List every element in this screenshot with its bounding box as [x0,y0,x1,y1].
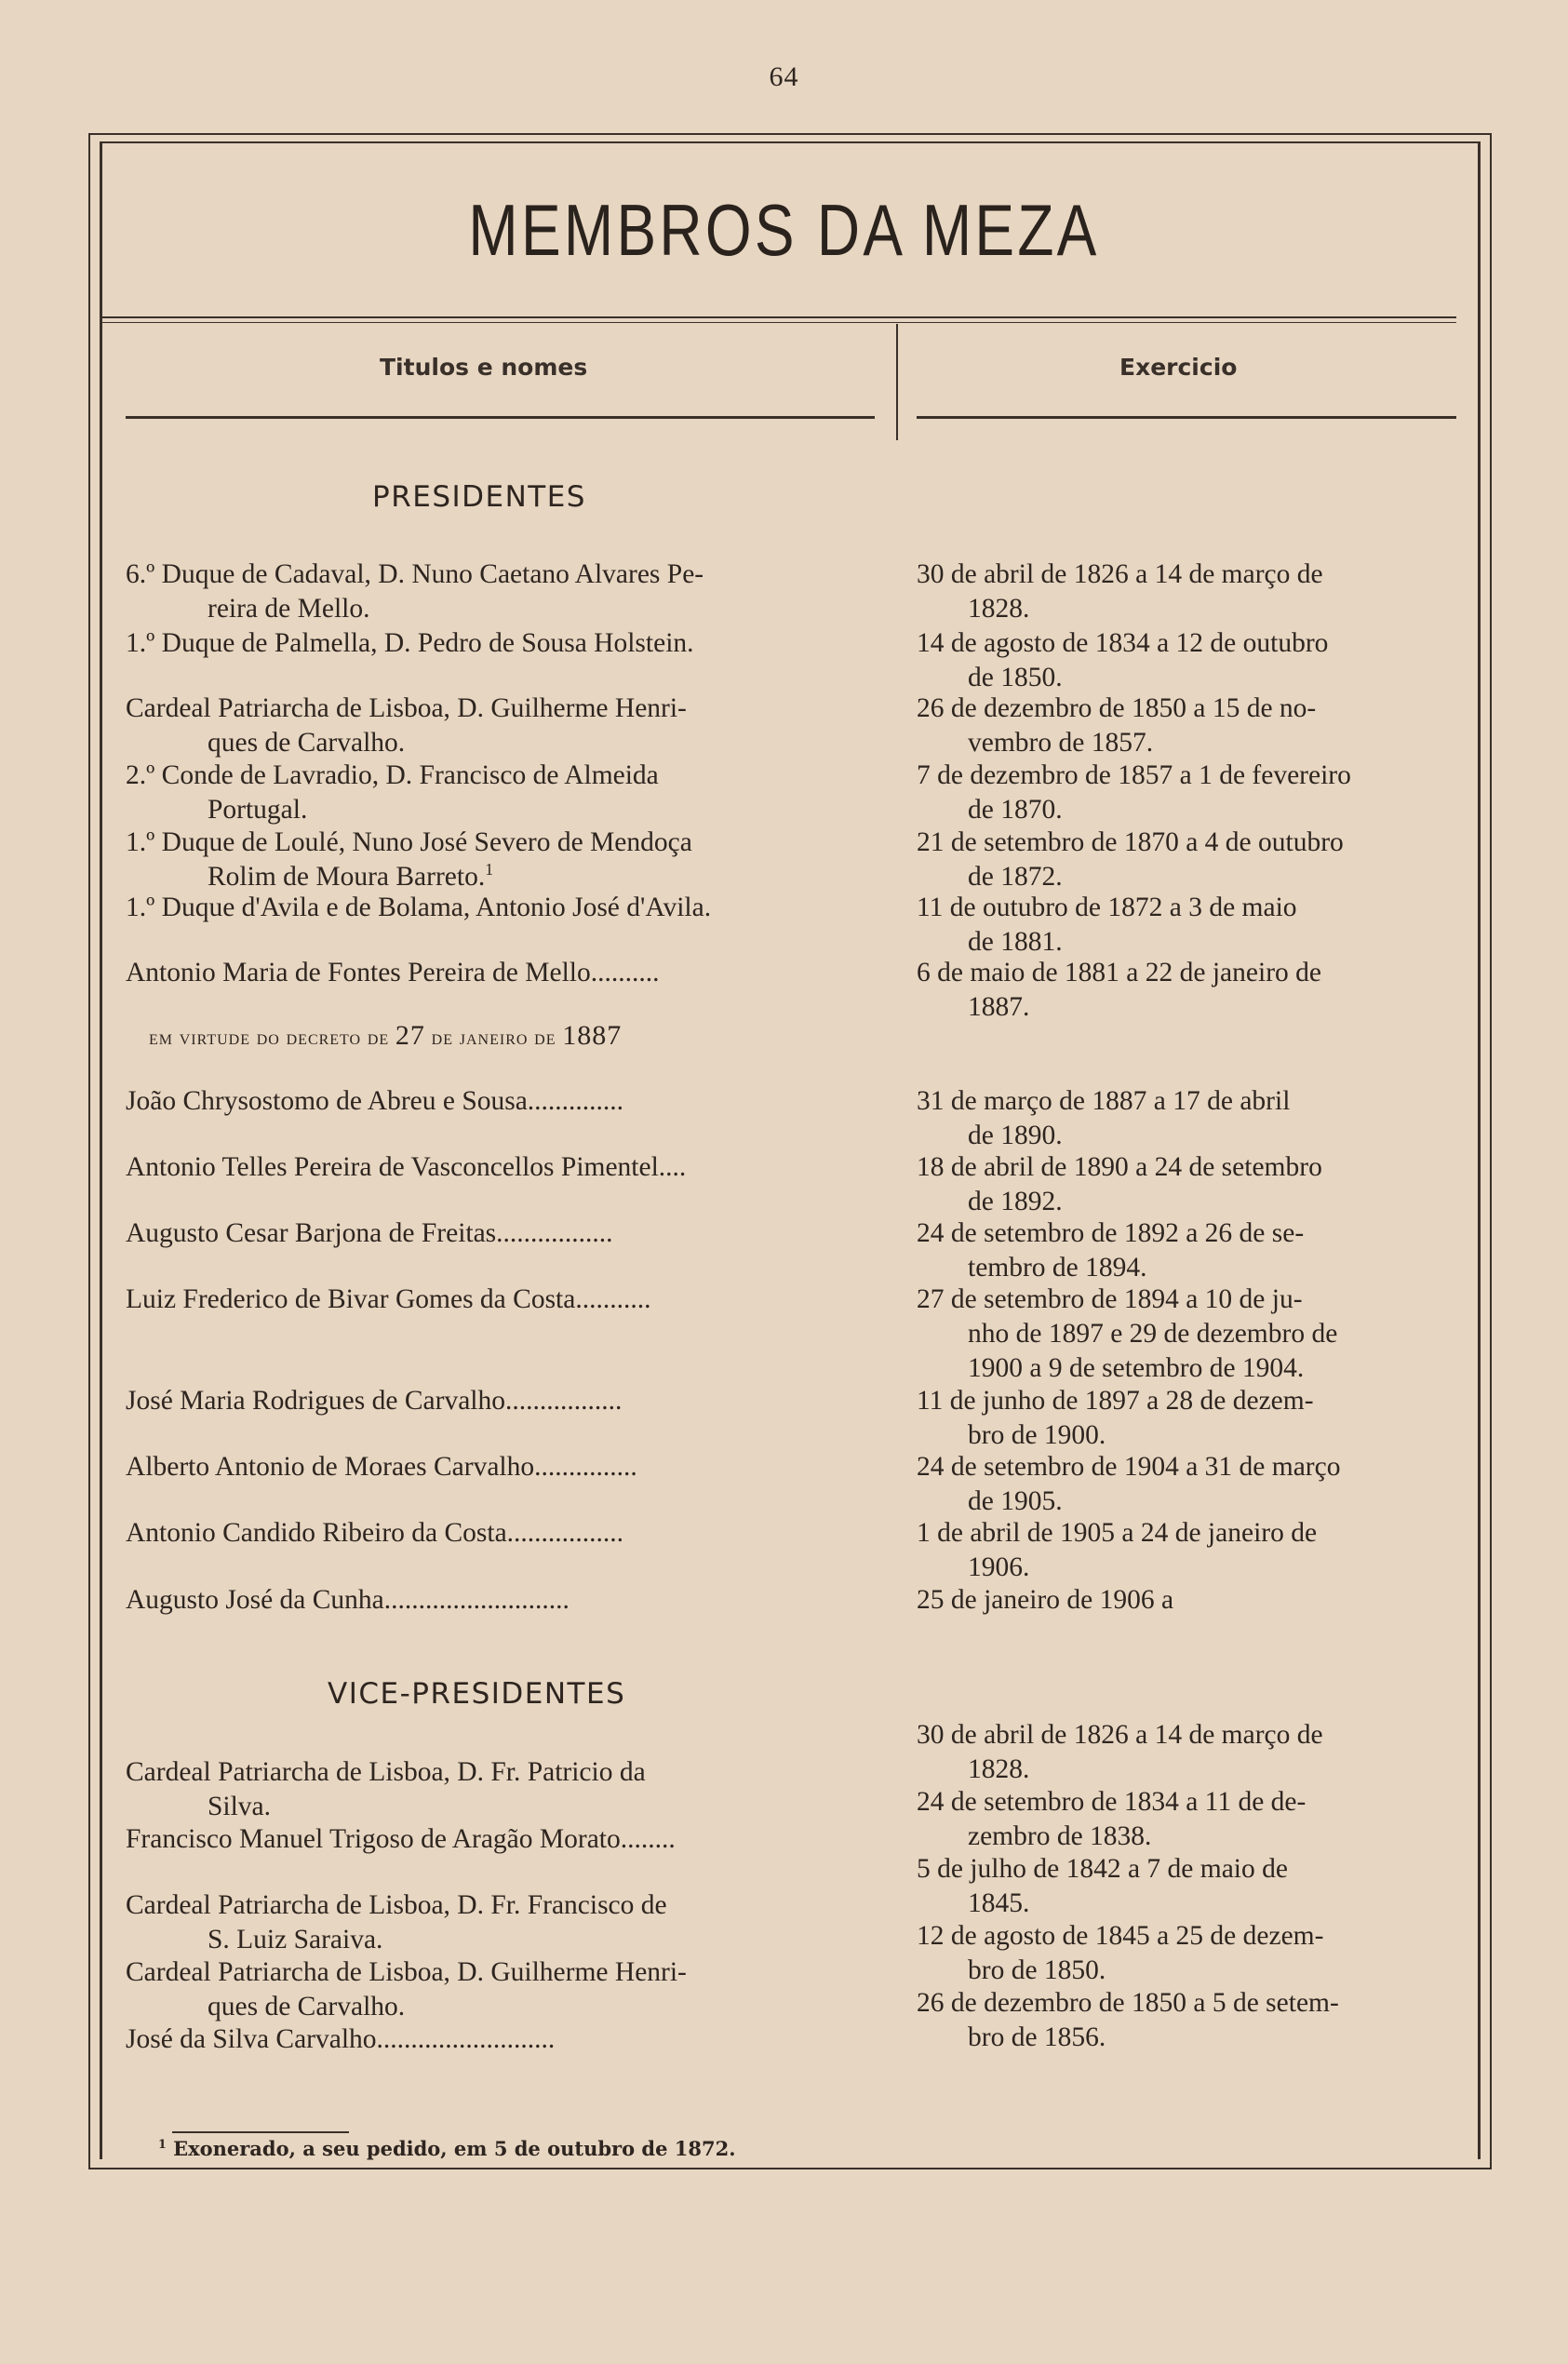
list-item: Luiz Frederico de Bivar Gomes da Costa........... [126,1284,651,1314]
section-heading-vice-presidentes: VICE-PRESIDENTES [328,1677,626,1711]
header-rule-thin [100,322,1456,323]
list-item-date: 12 de agosto de 1845 a 25 de dezem- bro de 1850. [917,1921,1324,1985]
list-item-date: 26 de dezembro de 1850 a 5 de setem- bro de 1856. [917,1988,1339,2052]
list-item: 6.º Duque de Cadaval, D. Nuno Caetano Alvares Pe- reira de Mello. [126,559,704,624]
list-item: Cardeal Patriarcha de Lisboa, D. Guilherme Henri- ques de Carvalho. [126,693,687,758]
list-item: Francisco Manuel Trigoso de Aragão Morato........ [126,1824,676,1854]
list-item: Antonio Telles Pereira de Vasconcellos Pimentel.... [126,1152,687,1182]
list-item-date: 24 de setembro de 1904 a 31 de março de 1905. [917,1452,1341,1516]
list-item-date: 25 de janeiro de 1906 a [917,1585,1174,1615]
page-number: 64 [769,61,799,92]
list-item: José Maria Rodrigues de Carvalho................. [126,1386,623,1416]
header-rule [100,316,1456,318]
list-item-date: 26 de dezembro de 1850 a 15 de no- vembro de 1857. [917,693,1317,758]
column-rule-right [917,416,1456,419]
column-header-names: Titulos e nomes [380,354,588,381]
list-item-date: 31 de março de 1887 a 17 de abril de 1890. [917,1086,1291,1150]
column-rule-left [126,416,875,419]
list-item: Augusto José da Cunha........................... [126,1585,570,1615]
list-item: 1.º Duque de Loulé, Nuno José Severo de Mendoça Rolim de Moura Barreto.$^1$ [126,827,692,892]
list-item-date: 21 de setembro de 1870 a 4 de outubro de 1872. [917,827,1344,892]
footnote: $^1$ Exonerado, a seu pedido, em 5 de outubro de 1872. [158,2137,736,2160]
list-item-date: 18 de abril de 1890 a 24 de setembro de 1892. [917,1152,1322,1216]
list-item-date: 11 de outubro de 1872 a 3 de maio de 1881. [917,893,1297,957]
list-item-date: 6 de maio de 1881 a 22 de janeiro de 1887. [917,958,1321,1022]
list-item-date: 7 de dezembro de 1857 a 1 de fevereiro de 1870. [917,760,1351,825]
list-item-date: 5 de julho de 1842 a 7 de maio de 1845. [917,1854,1288,1918]
list-item: João Chrysostomo de Abreu e Sousa.............. [126,1086,624,1116]
list-item: Antonio Maria de Fontes Pereira de Mello.......... [126,958,660,987]
footnote-rule [172,2131,349,2133]
list-item-date: 14 de agosto de 1834 a 12 de outubro de 1850. [917,628,1329,692]
column-divider [896,324,898,440]
decree-subheading: em virtude do decreto de 27 de janeiro de 1887 [149,1020,623,1051]
list-item: 2.º Conde de Lavradio, D. Francisco de Almeida Portugal. [126,760,659,825]
list-item: Cardeal Patriarcha de Lisboa, D. Fr. Francisco de S. Luiz Saraiva. [126,1890,667,1954]
footnote-marker: 1 [485,860,494,880]
list-item-date: 11 de junho de 1897 a 28 de dezem- bro de 1900. [917,1386,1314,1450]
list-item: Antonio Candido Ribeiro da Costa................. [126,1518,624,1548]
list-item-date: 1 de abril de 1905 a 24 de janeiro de 1906. [917,1518,1318,1582]
list-item-date: 24 de setembro de 1892 a 26 de se- tembro de 1894. [917,1218,1305,1283]
footnote-marker: 1 [158,2137,167,2151]
list-item: José da Silva Carvalho.......................... [126,2024,556,2054]
list-item-date: 30 de abril de 1826 a 14 de março de 1828. [917,1720,1323,1784]
list-item-date: 24 de setembro de 1834 a 11 de de- zembro de 1838. [917,1787,1307,1851]
list-item: 1.º Duque d'Avila e de Bolama, Antonio José d'Avila. [126,893,712,922]
list-item: 1.º Duque de Palmella, D. Pedro de Sousa Holstein. [126,628,694,658]
list-item: Cardeal Patriarcha de Lisboa, D. Guilherme Henri- ques de Carvalho. [126,1957,687,2021]
list-item-date: 27 de setembro de 1894 a 10 de ju- nho de 1897 e 29 de dezembro de 1900 a 9 de setembro de 1904. [917,1284,1338,1383]
list-item: Cardeal Patriarcha de Lisboa, D. Fr. Patricio da Silva. [126,1757,646,1821]
list-item: Alberto Antonio de Moraes Carvalho............... [126,1452,637,1482]
list-item: Augusto Cesar Barjona de Freitas................. [126,1218,613,1248]
column-header-exercise: Exercicio [1119,354,1238,381]
page-title: MEMBROS DA MEZA [468,189,1100,271]
section-heading-presidentes: PRESIDENTES [372,480,586,514]
list-item-date: 30 de abril de 1826 a 14 de março de 1828. [917,559,1323,624]
